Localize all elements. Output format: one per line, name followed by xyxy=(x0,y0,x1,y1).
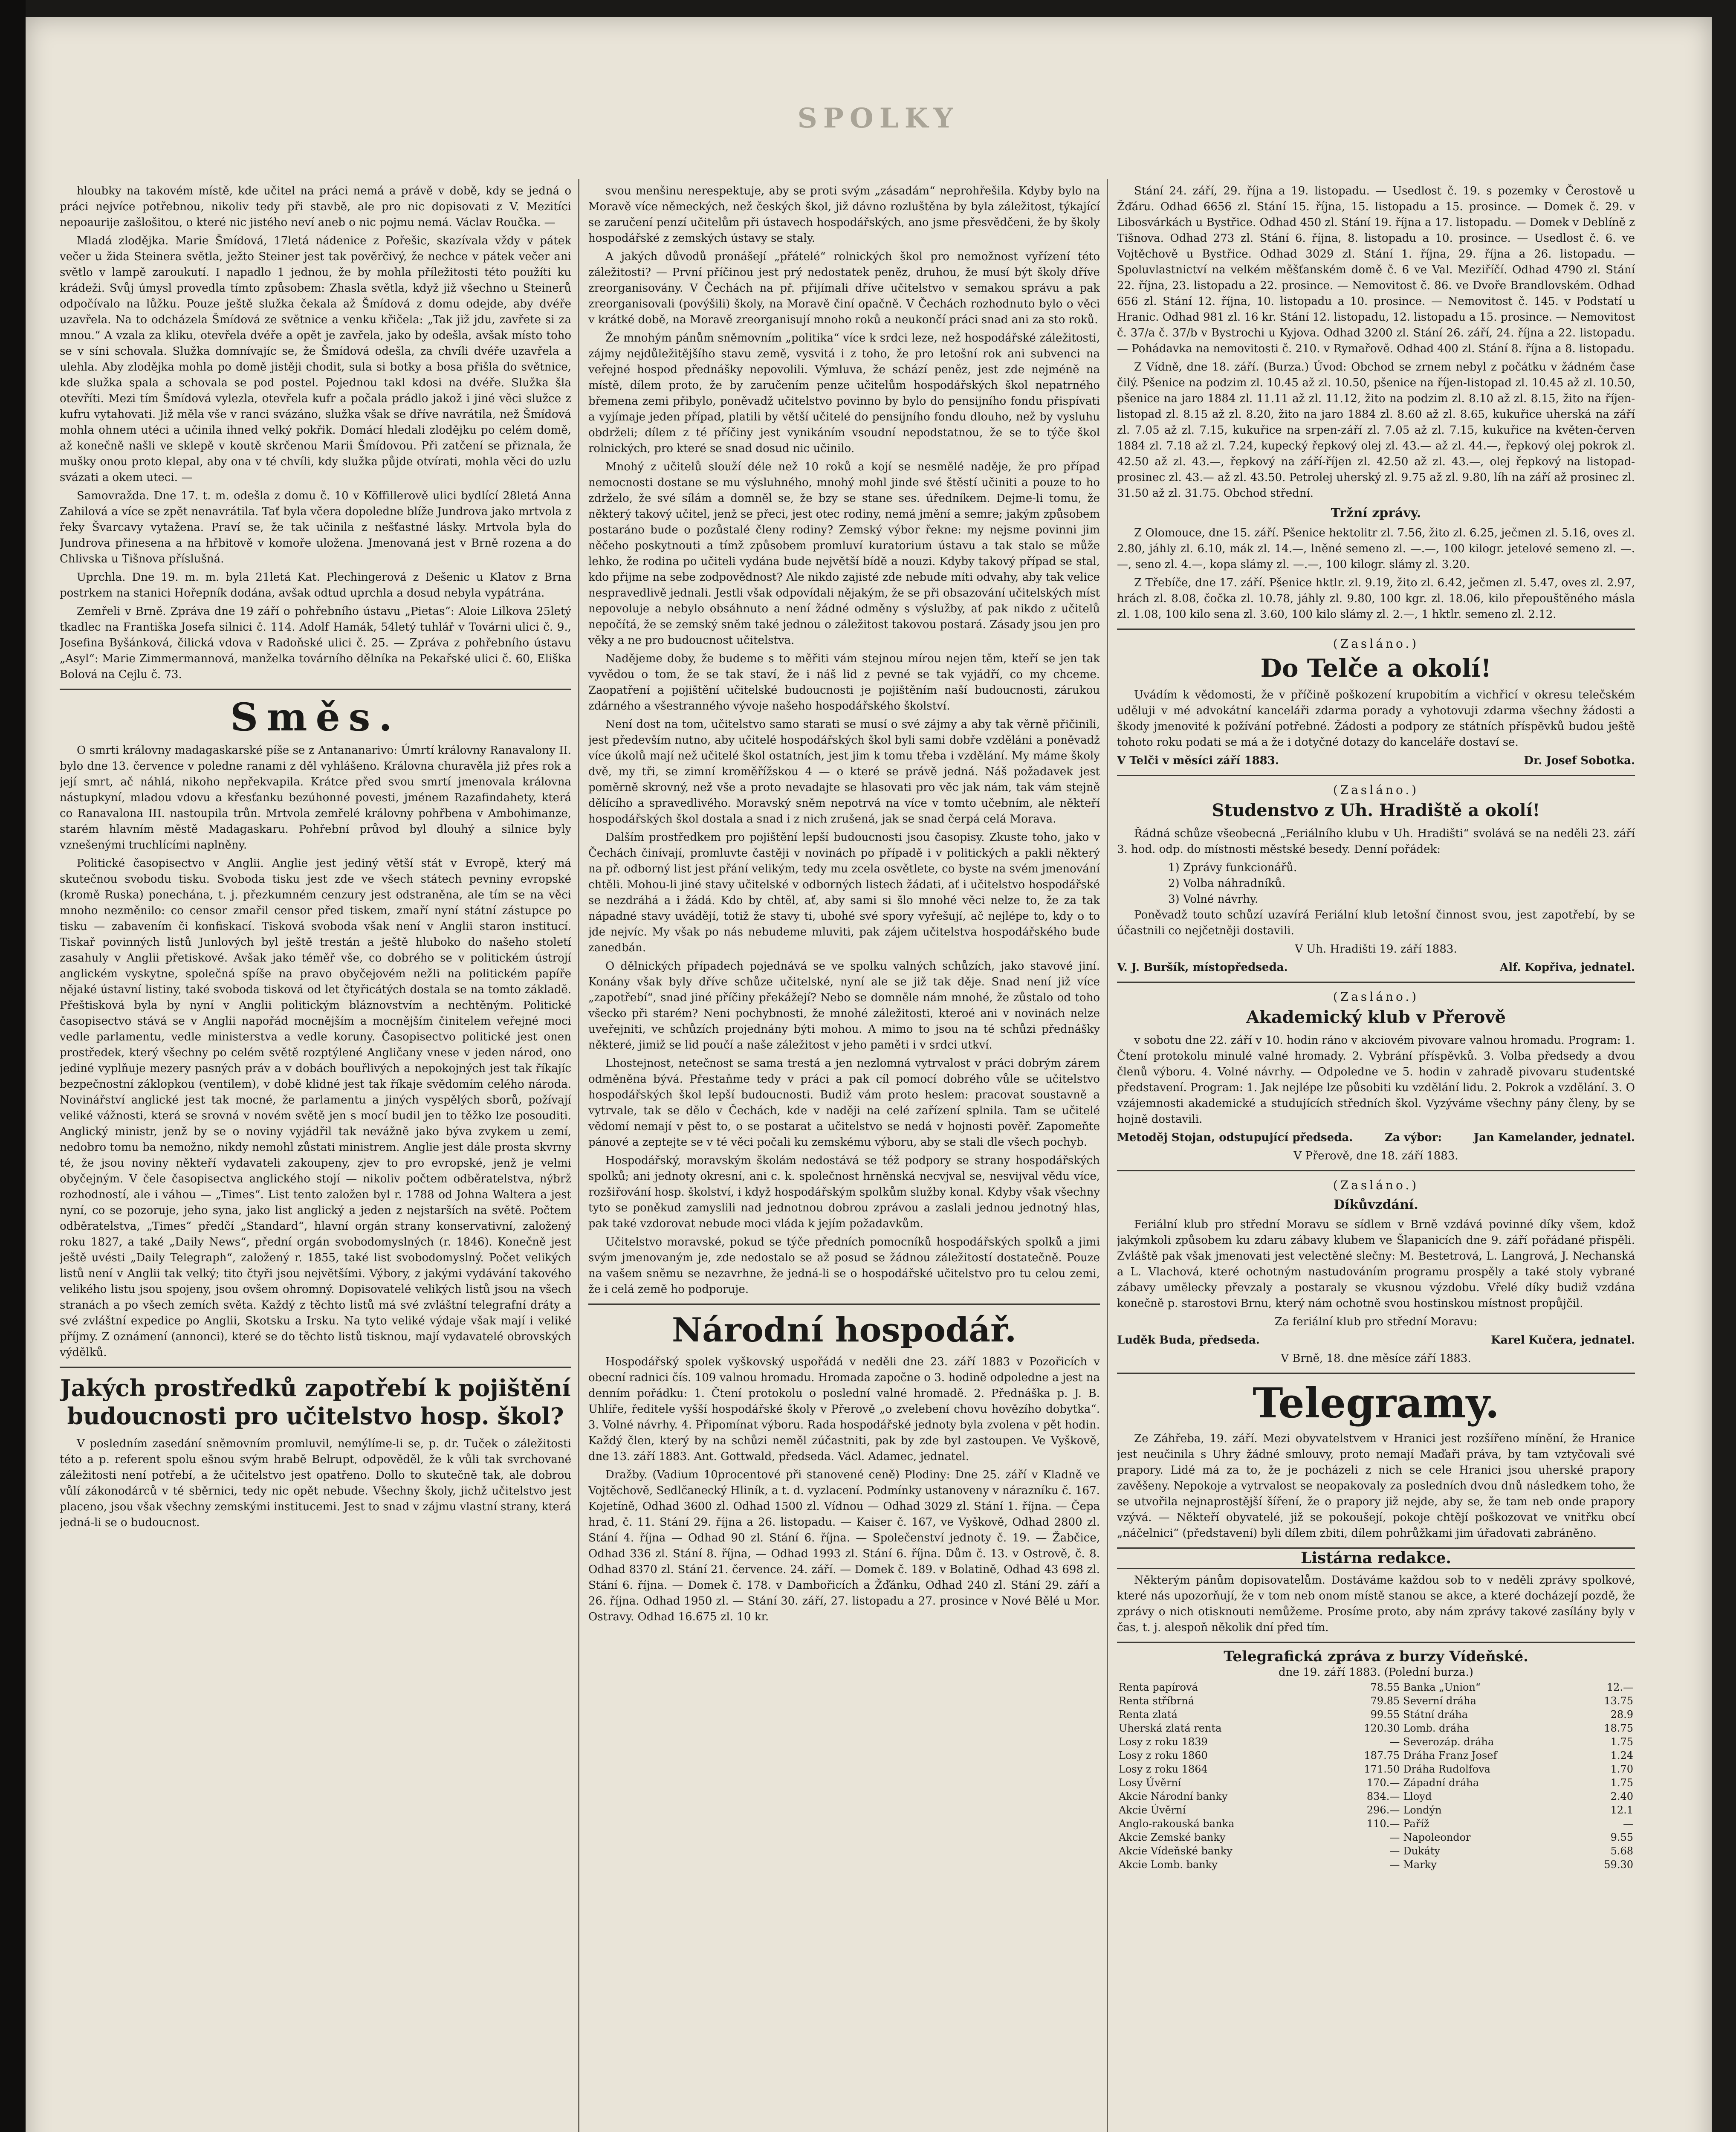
paragraph: Mladá zlodějka. Marie Šmídová, 17letá nádenice z Pořešic, skazívala vždy v pátek večer u žida Steinera světla, ježto Steiner jest tak pověrčivý, že nechce v pátek večer ani světlo v lampě zaroukutí. I napadlo 1 jednou, že by mohla příležitosti této použíti ku krádeži. Svůj úmysl provedla tímto způsobem: Zhasla světla, když již všechno u Steinerů odpočívalo na lůžku. Pouze ještě služka čekala až Šmídová z domu odejde, aby dvéře uzavřela. Na to odcházela Šmídová ze světnice a venku křičela: „Tak již jdu, zavřete si za mnou.“ A vzala za kliku, otevřela dvéře a opět je zavřela, jako by odešla, avšak místo toho se v síni schovala. Služka domnívajíc se, že Šmídová odešla, za chvíli dvéře uzavřela a ulehla. Aby zlodějka mohla po domě jistěji chodit, sula si botky a bosa přišla do světnice, kde služka spala a schovala se pod postel. Pojednou takl kdosi na dvéře. Služka šla otevříti. Mezi tím Šmídová vylezla, otevřela kufr a počala prádlo jakož i jiné věci služce z kufru vytahovati. Již měla vše v ranci svázáno, služka však se dříve navrátila, než Šmídová mohla ohnem utéci a učinila ihned velký pokřik. Domácí hledali zlodějku po celém domě, až konečně našli ve sklepě v koutě skrčenou Marii Šmídovou. Při zatčení se přiznala, že mušky onou proto klepal, aby ona v té chvíli, kdy služka půjde otvírati, mohla věci do uzlu svázati a okem uteci. — xyxy=(60,235,571,484)
quote-value: 171.50 xyxy=(1364,1763,1400,1775)
paragraph: Hospodářský, moravským školám nedostává se též podpory se strany hospodářských spolků; ani jednoty okresní, ani c. k. společnost hrněnská necvjval se, nesvijval vědu více, rozšiřování hosp. školství, i když hospodářským spolkům služby konal. Kdyby však všechny tyto se poněkud zamyslili nad jednotnou dobrou zprávou a zaslali jednou jednotný hlas, pak také vzdorovat nebude moci vláda k jejím požadavkům. xyxy=(588,1154,1100,1230)
quote-name: Londýn xyxy=(1403,1804,1442,1816)
divider xyxy=(588,1304,1100,1305)
quote-name: Losy Úvěrní xyxy=(1119,1777,1181,1789)
agenda-item: 3) Volné návrhy. xyxy=(1168,893,1259,906)
notice-body: v sobotu dne 22. září v 10. hodin ráno v akciovém pivovare valnou hromadu. Program: 1. Čtení protokolu minulé valné hromady. 2. Vybrání příspěvků. 3. Volba předsedy a dvou členů výboru. 4. Volné návrhy. — Odpoledne ve 5. hodin v zahradě pivovaru studentské představení. Program: 1. Jak nejlépe lze působiti ku vzdělání lidu. 2. Pokrok a vzdělání. 3. O vzájemnosti akademické a studujících středních škol. Vyzýváme všechny pány členy, by se hojně dostavili. xyxy=(1117,1034,1635,1126)
divider xyxy=(1117,775,1635,776)
quote-name: Akcie Vídeňské banky xyxy=(1119,1845,1233,1857)
quote-value: 28.9 xyxy=(1610,1709,1633,1721)
quote-row xyxy=(1117,1694,1635,1708)
divider xyxy=(1117,1373,1635,1374)
paragraph: Z Olomouce, dne 15. září. Pšenice hektolitr zl. 7.56, žito zl. 6.25, ječmen zl. 5.16, oves zl. 2.80, jáhly zl. 6.10, mák zl. 14.—, lněné semeno zl. —.—, 100 kilogr. jetelové semeno zl. —.—, seno zl. 4.—, kopa slámy zl. —.—, 100 kilogr. slámy zl. 3.20. xyxy=(1117,527,1635,571)
quote-name: Dráha Franz Josef xyxy=(1403,1750,1497,1761)
signature-name: Dr. Josef Sobotka. xyxy=(1524,754,1635,767)
quote-value: 78.55 xyxy=(1370,1681,1400,1693)
paragraph: Že mnohým pánům sněmovním „politika“ více k srdci leze, než hospodářské záležitosti, zájmy nejdůležitějšího stavu země, vysvitá i z toho, že pro letošní rok ani subvenci na veřejné hospod přednášky nepovolili. Výmluva, že schází peněz, jest zde nejméně na místě, dílem proto, že by zaručením penze učitelům hospodářských škol nepatrného břemena zemi přibylo, poněvadž učitelstvo povinno by bylo do pensijního fondu přispívati a vyjímaje jeden případ, platili by větší učitelé do pensijního fondu dlouho, než by vysluhu obdrželi; dílem z té příčiny jest vynikáním vsoudní nepodstatnou, že se to týče škol rolnických, pro které se snad dosud nic učinilo. xyxy=(588,332,1100,455)
notice-body: Uvádím k vědomosti, že v příčině poškození krupobitím a vichřicí v okresu telečském uděluji v mé advokátní kanceláři zdarma porady a vyhotovuji zdarma všechny žádosti a škody jmenovité k požívání potřebné. Žádosti a podpory ze státních příspěvků budou ještě tohoto roku podati se má a že i dotyčné dotazy do kanceláře dostaví se. xyxy=(1117,689,1635,749)
quote-name: Akcie Národní banky xyxy=(1119,1790,1228,1802)
quote-value: 79.85 xyxy=(1370,1695,1400,1707)
paragraph: Uprchla. Dne 19. m. m. byla 21letá Kat. Plechingerová z Dešenic u Klatov z Brna postrkem na stanici Hořepník dodána, avšak odtud uprchla a dosud nebyla vypátrána. xyxy=(60,571,571,600)
quote-value: 99.55 xyxy=(1370,1709,1400,1721)
notice-title-dikuvzdani: Díkůvzdání. xyxy=(1334,1197,1418,1212)
quote-name: Losy z roku 1864 xyxy=(1119,1763,1208,1775)
column-1 xyxy=(60,183,571,2132)
paragraph: Politické časopisectvo v Anglii. Anglie jest jediný větší stát v Evropě, který má skutečnou svobodu tisku. Svoboda tisku jest zde ve všech státech pevniny evropské (kromě Ruska) ponechána, t. j. přezkumném cenzury jest odstraněna, ale tím se na věci mnoho nezměnilo: co censor zmařil censor před tiskem, zmaří nyní státní zástupce po tisku — zabavením či konfiskací. Tisková svoboda však není v Anglii staron institucí. Tiskař povinných listů Junlových byl ještě trestán a ještě hluboko do našeho století zasahuly v Anglii přetiskové. Avšak jako téměř vše, co dobrého se v politickém ústrojí anglickém vyskytne, společná spíše na pravo obyčejovém nežli na politickém papíře nějaké ústavní listiny, také svoboda tisková od let čtyřicátých dostala se na tomto základě. Přeštisková byla by nyní v Anglii politickým bláznovstvím a nechtěným. Politické časopisectvo stává se v Anglii napořád mocnějším a mocnějším činitelem veřejné moci vedle parlamentu, vedle ministerstva a vedle koruny. Časopisectvo politické jest onen prostředek, který všechny po celém světě rozptýlené Angličany vnese v jeden národ, ono jediné vyplňuje mezery pasných práv a v dobách bouřlivých a nepokojných jest tak říkajíc bezpečnostní záklopkou (ventilem), v době klidné jest tak říkaje svědomím celého národa. Novinářství anglické jest tak mocné, že parlamentu a jiných vyspělých sborů, požívají veliké vážnosti, která se srovná v novém světě jen s mocí budil jen to těžko lze posouditi. Anglický ministr, jenž by se o noviny vyjádřil tak nevážně jako býva zvykem u zemí, nedobro tomu ba nemožno, nikdy nemohl zůstati ministrem. Anglie jest dále prosta skvrny té, že jsou noviny někteří vydavateli zakoupeny, zjev to pro evropské, jenž je velmi obyčejným. V čele časopisectva anglického stojí — nikoliv počtem odběratelstva, nýbrž rozhodností, ale i váhou — „Times“. List tento založen byl r. 1788 od Johna Waltera a jest nyní, co se pozoruje, jeho syna, jako list anglický a jeden z nejstarších na světě. Počtem odběratelstva, „Times“ předčí „Standard“, hlavní orgán strany konservativní, založený roku 1827, a také „Daily News“, přední orgán svobodomyslných (r. 1846). Konečně jest ještě uvésti „Daily Telegraph“, založený r. 1855, také list svobodomyslný. Počet velikých listů není v Anglii tak velký; tito čtyři jsou největšími. Výbory, z jakými vydávání takového velikého listu jsou spojeny, jsou ovšem ohromný. Dopisovatelé velikých listů jsou na všech stranách a po všech zemích světa. Každý z těchto listů má své zvláštní telegrafní dráty a své zvláštní expedice po Anglii, Skotsku a Irsku. Na tyto veliké výdaje však mají i veliké příjmy. Z oznámení (annonci), které se do těchto listů tisknou, mají vydavatelé obrovských výdělků. xyxy=(60,857,571,1359)
quote-name: Lloyd xyxy=(1403,1790,1432,1802)
agenda-list xyxy=(1117,860,1635,907)
paragraph: Lhostejnost, netečnost se sama trestá a jen nezlomná vytrvalost v práci dobrým zárem odměněna bývá. Přestaňme tedy v práci a pak cíl pomocí dobrého vůle se učitelstvo hospodářských škol lepší budoucnosti. Budiž vám proto heslem: pracovat soustavně a vytrvale, tak se dělo v Čechách, kde v naději na celé zařízení splnila. Tam se učitelé vědomí nemají v pěst to, o se postarat a učitelstvo se nedá v hojnosti pověř. Zapomeňte pánové a zeptejte se v té věci počali ku zemskému výboru, aby se stali dle všech pochyb. xyxy=(588,1057,1100,1149)
quote-name: Severní dráha xyxy=(1403,1695,1476,1707)
paragraph: Mnohý z učitelů slouží déle než 10 roků a kojí se nesmělé naděje, že pro případ nemocnosti dostane se mu výsluhného, mnohý mohl jinde své štěstí učiniti a pouze to ho zdrželo, že své sílám a domněl se, že bzy se stane ses. úředníkem. Dejme-li tomu, že některý takový učitel, jenž se přeci, jest otec rodiny, nemá jmění a semre; jakým způsobem postaráno bude o pozůstalé členy rodiny? Zemský výbor řekne: my nejsme povinni jim něčeho poskytnouti a tímž způsobem promluví kuratorium ústavu a tak stalo se může lehko, že rodina po učiteli vydána bude největší bídě a nouzi. Kdyby takový případ se stal, kdo přijme na sebe zodpovědnost? Ale nikdo zajisté zde nebude míti odvahy, aby tak velice nespravedlivě jednali. Jestli však odpovídali nějakým, že se při obsazování učitelských míst nepovoluje a nebylo obsáhnuto a není žádné odměny s výslužby, ať pak nikdo z učitelů nepočítá, že se zemský sněm také jednou o záležitost takovou postará. Zásady jsou jen pro věky a ne pro budoucnost učitelstva. xyxy=(588,461,1100,647)
signature-place: V Brně, 18. dne měsíce září 1883. xyxy=(1281,1352,1471,1365)
notice-title-telc: Do Telče a okolí! xyxy=(1260,654,1492,683)
quote-row xyxy=(1117,1708,1635,1721)
paragraph: O smrti královny madagaskarské píše se z Antananarivo: Úmrtí královny Ranavalony II. bylo dne 13. července v poledne ranami z děl vyhlášeno. Královna churavěla již přes rok a její smrt, ač náhlá, nikoho nepřekvapila. Krátce před svou smrtí jmenovala královna nástupkyní, mladou vdovu a křesťanku bezúhonné povesti, jménem Razafindahety, která co Ranavalona III. nastoupila trůn. Mrtvola zemřelé královny pohřbena v Ambohimanze, starém hlavním městě Madagaskaru. Pohřební průvod byl dlouhý a silnice byly vznešenými truchlícími naplněny. xyxy=(60,744,571,852)
quote-value: 59.30 xyxy=(1604,1859,1633,1871)
signature-left: Metoděj Stojan, odstupující předseda. xyxy=(1117,1131,1353,1144)
signature-left: V. J. Buršík, místopředseda. xyxy=(1117,961,1288,974)
quote-row xyxy=(1117,1735,1635,1749)
signature-right: Jan Kamelander, jednatel. xyxy=(1473,1131,1635,1144)
paragraph: Hospodářský spolek vyškovský uspořádá v neděli dne 23. září 1883 v Pozořicích v obecní radnici čís. 109 valnou hromadu. Hromada započne o 3. hodině odpoledne a jest na denním pořádku: 1. Čtení protokolu o poslední valné hromadě. 2. Přednáška p. J. B. Uhlíře, ředitele vyšší hospodářské školy v Přerově „o zvelebení chovu hovězího dobytka“. 3. Volné návrhy. 4. Připomínat výboru. Rada hospodářské jednoty byla zvolena v pět hodin. Každý člen, který by na schůzi neměl zúčastniti, pak by zde byl zastoupen. Ve Vyškově, dne 13. září 1883. Ant. Gottwald, předseda. Václ. Adamec, jednatel. xyxy=(588,1356,1100,1463)
section-title-trzni: Tržní zprávy. xyxy=(1331,506,1421,521)
notice-title-akademicky: Akademický klub v Přerově xyxy=(1246,1007,1506,1027)
quote-name: Losy z roku 1860 xyxy=(1119,1750,1208,1761)
column-rule xyxy=(1107,179,1108,2132)
quote-name: Banka „Union“ xyxy=(1403,1681,1481,1693)
quotes-date: dne 19. září 1883. (Polední burza.) xyxy=(1279,1666,1473,1679)
quote-row xyxy=(1117,1776,1635,1790)
quote-name: Dráha Rudolfova xyxy=(1403,1763,1490,1775)
paragraph: Nadějeme doby, že budeme s to měřiti vám stejnou mírou nejen těm, kteří se jen tak vyvědou o tom, že se tak staví, že i náš lid z pevné se tak vyjádří, co my chceme. Zaopatření a pojištění učitelské budoucnosti je pojištěním naší budoucnosti, zárukou zdárného a všestranného vývoje našeho hospodářského školství. xyxy=(588,652,1100,713)
quote-value: — xyxy=(1389,1859,1400,1871)
quote-value: — xyxy=(1389,1831,1400,1843)
quote-name: Anglo-rakouská banka xyxy=(1119,1818,1235,1830)
divider xyxy=(1117,1170,1635,1171)
notice-body: Poněvadž touto schůzí uzavírá Feriální klub letošní činnost svou, jest zapotřebí, by se účastnili co nejčetněji dostavili. xyxy=(1117,909,1635,937)
section-title-listarna: Listárna redakce. xyxy=(1117,1547,1635,1569)
quote-row xyxy=(1117,1858,1635,1871)
article-title: Jakých prostředků zapotřebí k pojištění budoucnosti pro učitelstvo hosp. škol? xyxy=(60,1374,571,1430)
quote-name: Akcie Úvěrní xyxy=(1119,1804,1186,1816)
scan-edge xyxy=(0,0,26,2132)
paragraph: Učitelstvo moravské, pokud se týče předních pomocníků hospodářských spolků a jimi svým jmenovaným je, zde nedostalo se až posud se žádnou záležitostí dostatečně. Pouze na vašem sněmu se nezavrhne, že jedná-li se o hospodářské učitelstvo pro tu celou zemi, že i celá země ho podporuje. xyxy=(588,1236,1100,1296)
section-title-narodni-hospodar: Národní hospodář. xyxy=(671,1311,1017,1350)
quote-value: 2.40 xyxy=(1610,1790,1633,1802)
divider xyxy=(60,1367,571,1368)
paragraph: Není dost na tom, učitelstvo samo starati se musí o své zájmy a aby tak věrně přičinili, jest především nutno, aby učitelé hospodářských škol byli sami dobře vzděláni a poněvadž více úkolů mají než učitelé škol ostatních, jest jim k tomu třeba i vzdělání. My máme školy dvě, my tři, se zimní kroměřížskou 4 — o které se právě jedná. Náš požadavek jest poměrně skrovný, než vše a proto nevadajte se hlasovati pro věc jak nám, tak vám stejně dělícího a spravedlivého. Moravský sněm nepotrvá na více v tomto učebním, ale někteří hospodářských škol dostala a snad i z nich zrušená, jak se snad čerpá celá Morava. xyxy=(588,718,1100,826)
paragraph: hloubky na takovém místě, kde učitel na práci nemá a právě v době, kdy se jedná o práci nejvíce potřebnou, nikoliv tedy při stavbě, ale pro nic dopisovati z V. Mezitíci nepoaurije zašlošitou, o které nic jistého neví aneb o nic pojmu nemá. Václav Roučka. — xyxy=(60,185,571,229)
quote-name: Akcie Zemské banky xyxy=(1119,1831,1226,1843)
signature xyxy=(1117,753,1635,769)
quotes-title: Telegrafická zpráva z burzy Vídeňské. xyxy=(1224,1648,1528,1665)
quote-value: 170.— xyxy=(1366,1777,1400,1789)
divider xyxy=(1117,629,1635,630)
signature-mid: Za výbor: xyxy=(1385,1131,1442,1144)
quote-value: 187.75 xyxy=(1364,1750,1400,1761)
quote-row xyxy=(1117,1749,1635,1762)
quote-value: 5.68 xyxy=(1610,1845,1633,1857)
quote-value: 18.75 xyxy=(1604,1722,1633,1734)
quote-name: Akcie Lomb. banky xyxy=(1119,1859,1218,1871)
paragraph: O dělnických případech pojednává se ve spolku valných schůzích, jako stavové jiní. Konány však byly dříve schůze učitelské, nyní ale se již tak děje. Snad není již více „zapotřebí“, snad jiné příčiny překážejí? Nebo se domněle nám mnohé, že zůstalo od toho všecko při starém? Neni pochybnosti, že mnohé záležitosti, kteroé ani v novinách nelze uveřejniti, ve schůzích projednány býti mohou. A mimo to jsou na té schůzi přednášky některé, jimiž se lid poučí a naše záležitost v jeho paměti i v srdci utkví. xyxy=(588,960,1100,1052)
signature xyxy=(1117,1332,1635,1348)
quote-value: 110.— xyxy=(1366,1818,1400,1830)
quote-name: Marky xyxy=(1403,1859,1437,1871)
newspaper-page xyxy=(26,17,1712,2132)
quote-value: 12.1 xyxy=(1610,1804,1633,1816)
agenda-item: 2) Volba náhradníků. xyxy=(1168,877,1286,890)
quote-row xyxy=(1117,1790,1635,1803)
signature-right: Alf. Kopřiva, jednatel. xyxy=(1500,961,1635,974)
signature-place: V Telči v měsíci září 1883. xyxy=(1117,754,1279,767)
quote-name: Lomb. dráha xyxy=(1403,1722,1470,1734)
zaslano-label: (Zasláno.) xyxy=(1333,1178,1419,1192)
quote-row xyxy=(1117,1721,1635,1735)
quote-name: Napoleondor xyxy=(1403,1831,1471,1843)
quote-row xyxy=(1117,1817,1635,1831)
quote-row xyxy=(1117,1680,1635,1694)
quote-name: Paříž xyxy=(1403,1818,1429,1830)
zaslano-label: (Zasláno.) xyxy=(1333,637,1419,651)
quote-name: Losy z roku 1839 xyxy=(1119,1736,1208,1748)
zaslano-label: (Zasláno.) xyxy=(1333,783,1419,797)
quote-value: 9.55 xyxy=(1610,1831,1633,1843)
quote-value: — xyxy=(1389,1736,1400,1748)
quote-value: 13.75 xyxy=(1604,1695,1633,1707)
signature-center: Za feriální klub pro střední Moravu: xyxy=(1274,1315,1478,1328)
paragraph: Zemřeli v Brně. Zpráva dne 19 září o pohřebního ústavu „Pietas“: Aloie Lilkova 25letý tkadlec na Františka Josefa silnici č. 114. Adolf Hamák, 54letý tuhlář v Továrni ulici č. 9., Josefina Byšánková, čilická vdova v Radoňské ulici č. 25. — Zpráva z pohřebního ústavu „Asyl“: Marie Zimmermannová, manželka továrního dělníka na Pekařské ulici č. 60, Eliška Bolová na Cejlu č. 73. xyxy=(60,605,571,681)
paragraph: A jakých důvodů pronášejí „přátelé“ rolnických škol pro nemožnost vyřízení této záležitosti? — První příčinou jest prý nedostatek peněz, druhou, že musí být školy dříve zreorganisovány. V Čechách na př. přijímali dříve učitelstvo v semakou správu a pak zreorganisovali (povýšili) školy, na Moravě činí opačně. V Čechách rozhodnuto bylo o věci v krátké době, na Moravě zreorganisují mnoho roků a neukončí práci snad ani za sto roků. xyxy=(588,250,1100,326)
running-head: SPOLKY xyxy=(797,102,959,134)
column-3 xyxy=(1117,183,1635,2132)
signature-right: Karel Kučera, jednatel. xyxy=(1491,1334,1635,1347)
paragraph: Dražby. (Vadium 10procentové při stanovené ceně) Plodiny: Dne 25. září v Kladně ve Vojtěchově, Sedlčanecký Hliník, a t. d. vyzlacení. Podmínky ustanoveny v nárazníku č. 167. Kojetíně, Odhad 3600 zl. Odhad 1500 zl. Vídnou — Odhad 3029 zl. Stání 1. října. — Čepa hrad, č. 11. Stání 29. října a 26. listopadu. — Kaiser č. 167, ve Vyškově, Odhad 2800 zl. Stání 4. října — Odhad 90 zl. Stání 6. října. — Společenství jednoty č. 19. — Žabčice, Odhad 336 zl. Stání 8. října, — Odhad 1993 zl. Stání 6. října. Dům č. 13. v Ostrově, č. 8. Odhad 8370 zl. Stání 21. července. 24. září. — Domek č. 189. v Bolatině, Odhad 43 698 zl. Stání 6. října. — Domek č. 178. v Dambořicích a Žďánku, Odhad 240 zl. Stání 29. září a 26. října. Odhad 1950 zl. — Stání 30. září, 27. listopadu a 27. prosince v Nové Bělé u Mor. Ostravy. Odhad 16.675 zl. 10 kr. xyxy=(588,1469,1100,1623)
quote-value: 1.75 xyxy=(1610,1777,1633,1789)
signature-place: V Uh. Hradišti 19. září 1883. xyxy=(1295,943,1457,956)
section-title-telegramy: Telegramy. xyxy=(1253,1379,1499,1427)
quote-name: Renta papírová xyxy=(1119,1681,1198,1693)
quote-value: — xyxy=(1389,1845,1400,1857)
quote-row xyxy=(1117,1762,1635,1776)
signature xyxy=(1117,960,1635,976)
signature xyxy=(1117,1130,1635,1146)
quote-name: Severozáp. dráha xyxy=(1403,1736,1494,1748)
quote-name: Renta stříbrná xyxy=(1119,1695,1195,1707)
quote-value: 1.24 xyxy=(1610,1750,1633,1761)
quote-value: 12.— xyxy=(1606,1681,1633,1693)
paragraph: Z Třebíče, dne 17. září. Pšenice hktlr. zl. 9.19, žito zl. 6.42, ječmen zl. 5.47, oves zl. 2.97, hrách zl. 8.08, čočka zl. 10.78, jáhly zl. 9.80, 100 kgr. zl. 18.06, kilo přepouštěného másla zl. 1.08, 100 kilo sena zl. 3.60, 100 kilo slámy zl. 2.—, 1 hktlr. semeno zl. 2.12. xyxy=(1117,576,1635,621)
quote-value: — xyxy=(1623,1818,1633,1830)
paragraph: Z Vídně, dne 18. září. (Burza.) Úvod: Obchod se zrnem nebyl z počátku v žádném čase čilý. Pšenice na podzim zl. 10.45 až zl. 10.50, pšenice na říjen-listopad zl. 10.45 až zl. 10.50, pšenice na jaro 1884 zl. 11.11 až zl. 11.12, žito na podzim zl. 8.10 až zl. 8.15, žito na říjen-listopad zl. 8.15 až zl. 8.20, žito na jaro 1884 zl. 8.60 až zl. 8.65, kukuřice uherská na září zl. 7.05 až zl. 7.15, kukuřice na srpen-září zl. 7.05 až zl. 7.15, kukuřice na květen-červen 1884 zl. 7.18 až zl. 7.24, kupecký řepkový olej zl. 43.— až zl. 44.—, řepkový olej pokrok zl. 42.50 až zl. 43.—, řepkový na září-říjen zl. 42.50 až zl. 43.—, olej řepkový na listopad-prosinec zl. 43.— až zl. 43.50. Petrolej uherský zl. 9.75 až zl. 9.80, líh na září až prosinec zl. 31.50 až zl. 31.75. Obchod střední. xyxy=(1117,361,1635,500)
quote-name: Dukáty xyxy=(1403,1845,1441,1857)
column-2 xyxy=(588,183,1100,2132)
quote-row xyxy=(1117,1831,1635,1844)
quote-value: 1.70 xyxy=(1610,1763,1633,1775)
quote-value: 120.30 xyxy=(1364,1722,1400,1734)
divider xyxy=(1117,982,1635,983)
paragraph: Některým pánům dopisovatelům. Dostáváme každou sob to v neděli zprávy spolkové, které nás upozorňují, že v tom neb onom místě stanou se akce, a které docházejí pozdě, že zprávy o nich otisknouti nemůžeme. Prosíme proto, aby nám zprávy takové zasílány byly v čas, t. j. alespoň několik dní před tím. xyxy=(1117,1574,1635,1634)
divider xyxy=(1117,1642,1635,1643)
agenda-item: 1) Zprávy funkcionářů. xyxy=(1168,861,1297,874)
paragraph: Ze Záhřeba, 19. září. Mezi obyvatelstvem v Hranici jest rozšířeno mínění, že Hranice jest neučinila s Uhry žádné smlouvy, proto nemají Maďaři práva, by tam vztyčovali své prapory. Lidé má za to, že je pocházeli z nich se cele Hranici jsou uherské prapory zavěšeny. Nepokoje a vytrvalost se neopakovaly za posledních dvou dnů následkem toho, že se utvořila nejnaprostější šíření, že o prapory již nejde, aby se, že tam neb onde prapory vzývá. — Někteří obyvatelé, již se pokoušejí, pokoje chtějí poškozovat ve vnitřku obcí „náčelnici“ (představení) byli dílem zbiti, dílem pohrůžkami jim úřadovati zabráněno. xyxy=(1117,1432,1635,1540)
divider xyxy=(60,689,571,690)
quote-row xyxy=(1117,1844,1635,1858)
signature-place: V Přerově, dne 18. září 1883. xyxy=(1293,1150,1458,1162)
quote-name: Státní dráha xyxy=(1403,1709,1468,1721)
notice-title-studenstvo: Studenstvo z Uh. Hradiště a okolí! xyxy=(1212,800,1540,820)
column-rule xyxy=(578,179,579,2132)
quote-name: Uherská zlatá renta xyxy=(1119,1722,1222,1734)
signature-left: Luděk Buda, předseda. xyxy=(1117,1334,1260,1347)
notice-body: Feriální klub pro střední Moravu se sídlem v Brně vzdává povinné díky všem, kdož jakýmkoli způsobem ku zdaru zábavy klubem ve Šlapanicích dne 9. září pořádané přispěli. Zvláště pak však jmenovati jest velectěné slečny: M. Bestetrová, L. Langrová, J. Nechanská a L. Vlachová, které ochotným nastudováním programu prospěly a také stoly vybrané zábavy umělecky převzaly a postaraly se vkusnou výzdobu. Vřelé díky budiž vzdána konečně p. starostovi Brnu, který nám ochotně svou hostinskou místnost propůjčil. xyxy=(1117,1218,1635,1310)
quote-row xyxy=(1117,1803,1635,1817)
quote-name: Renta zlatá xyxy=(1119,1709,1178,1721)
paragraph: V posledním zasedání sněmovním promluvil, nemýlíme-li se, p. dr. Tuček o záležitosti této a p. referent spolu ešnou svým hrabě Belrupt, odpověděl, že k vůli tak svrchované záležitosti není potřebí, a že učitelstvo jest opatřeno. Dollo to skutečně tak, ale dobrou vůlí zákonodárců v té sběrnici, tedy nic opět nebude. Všechny školy, jichž učitelstvo jest placeno, jsou však všechny zemskými institucemi. Jest to snad v zájmu vlastní strany, která jedná-li se o budoucnost. xyxy=(60,1437,571,1529)
paragraph: Dalším prostředkem pro pojištění lepší budoucnosti jsou časopisy. Zkuste toho, jako v Čechách činívají, promluvte častěji v novinách po případě i v politických a pakli některý na př. odborný list jest přání velikým, tedy mu zcela osvětlete, co byste na svém jmenování chtěli. Mohou-li jiné stavy učitelské v odborných listech žádati, ať i učitelstvo hospodářské se nezdráhá a i žádá. Kdo by chtěl, ať, aby sami si šlo mnohé věci nelze to, že za tak nápadné stavy uvádějí, totiž že stavy ti, ubohé své spory vyřešují, ač nejlépe to, kdy o to jde nejvíc. My však po nás nebudeme mluviti, pak zájem učitelstva hospodářského bude zanedbán. xyxy=(588,831,1100,954)
paragraph: Samovražda. Dne 17. t. m. odešla z domu č. 10 v Köffillerově ulici bydlící 28letá Anna Zahilová a více se zpět nenavrátila. Tať byla včera dopoledne blíže Jundrova jako mrtvola z řeky Švarcavy vytažena. Praví se, že tak učinila z nešťastné lásky. Mrtvola byla do Jundrova přinesena a na hřbitově v komoře uložena. Jmenovaná jest v Brně rozena a do Chlivska u Tišnova příslušná. xyxy=(60,490,571,565)
quote-value: 296.— xyxy=(1366,1804,1400,1816)
quote-value: 834.— xyxy=(1366,1790,1400,1802)
zaslano-label: (Zasláno.) xyxy=(1333,990,1419,1004)
section-title-smes: Směs. xyxy=(230,695,401,740)
quote-name: Západní dráha xyxy=(1403,1777,1479,1789)
quotes-table xyxy=(1117,1680,1635,1871)
paragraph: svou menšinu nerespektuje, aby se proti svým „zásadám“ neprohřešila. Kdyby bylo na Moravě více německých, než českých škol, již dávno rozluštěna by byla záležitost, týkající se zaručení penzí učitelům při ústavech hospodářských, ano jsme přesvědčeni, že by školy hospodářské z zemských ústavy se staly. xyxy=(588,185,1100,245)
quote-value: 1.75 xyxy=(1610,1736,1633,1748)
notice-body: Řádná schůze všeobecná „Feriálního klubu v Uh. Hradišti“ svolává se na neděli 23. září 3. hod. odp. do místnosti městské besedy. Denní pořádek: xyxy=(1117,827,1635,856)
paragraph: Stání 24. září, 29. října a 19. listopadu. — Usedlost č. 19. s pozemky v Čerostově u Žďáru. Odhad 6656 zl. Stání 15. října, 15. listopadu a 15. prosince. — Domek č. 29. v Libosvárkách u Bystřice. Odhad 450 zl. Stání 19. října a 17. listopadu. — Domek v Deblíně z Tišnova. Odhad 273 zl. Stání 6. října, 8. listopadu a 10. prosince. — Usedlost č. 6. ve Vojtěchově u Bystřice. Odhad 3029 zl. Stání 1. října, 29. října a 26. listopadu. — Spoluvlastnictví na velkém měšťanském domě č. 6 ve Val. Meziříčí. Odhad 4790 zl. Stání 22. října, 23. listopadu a 22. prosince. — Nemovitost č. 86. ve Dvoře Brandlovském. Odhad 656 zl. Stání 12. října, 10. listopadu a 10. prosince. — Nemovitost č. 145. v Podstatí u Hranic. Odhad 981 zl. 16 kr. Stání 12. listopadu, 12. listopadu a 15. prosince. — Nemovitost č. 37/a č. 37/b v Bystrochi u Kyjova. Odhad 3200 zl. Stání 26. září, 24. října a 22. listopadu. — Pohádavka na nemovitosti č. 210. v Rymařově. Odhad 400 zl. Stání 8. října a 8. listopadu. xyxy=(1117,185,1635,355)
